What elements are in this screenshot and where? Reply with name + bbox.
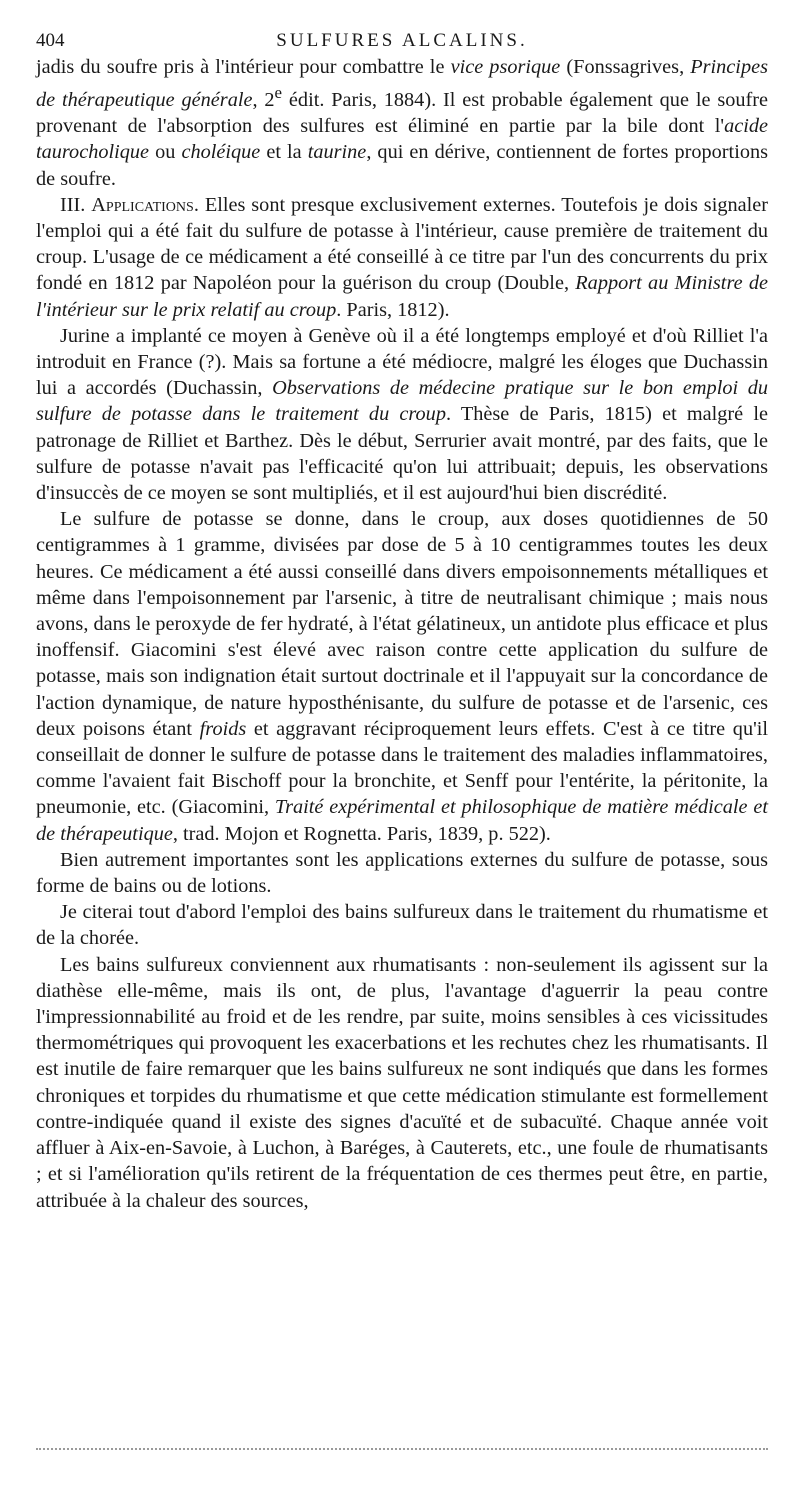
text: . Thèse de Paris, 1815) et malgré le patronage de Rilliet et Barthez. Dès le début, Serrurier avait montré, par des faits, que le sulfure de potasse n'avait pas l'efficacité qu'on lui attribuait; depuis, les observations d'insuccès de ce moyen se sont multipliés, et il est aujourd'hui bien discrédité. [36, 403, 768, 505]
text: , 2 [252, 88, 275, 111]
paragraph-3 [36, 323, 768, 506]
paragraph-5: Bien autrement importantes sont les applications externes du sulfure de potasse, sous forme de bains ou de lotions. [36, 848, 768, 898]
italic-term: froids [199, 717, 247, 740]
text: Elles sont presque exclusivement externes. Toutefois je dois signaler l'emploi qui a été fait du sulfure de potasse à l'intérieur, cause première de traitement du croup. L'usage de ce médicament a été conseillé à ce titre par l'un des concurrents du prix fondé en 1812 par Napoléon pour la guérison du croup (Double, [36, 193, 769, 295]
text: jadis du soufre pris à l'intérieur pour combattre le [36, 56, 451, 78]
text: édit. Paris, 1884). Il est probable également que le soufre provenant de l'absorption des sulfures est éliminé en partie par la bile dont l' [36, 88, 768, 138]
paragraph-4 [36, 506, 768, 847]
italic-term: vice psorique [450, 56, 561, 78]
text: et la [260, 141, 308, 164]
running-head [36, 22, 768, 54]
paragraph-2 [36, 192, 768, 323]
text: ou [149, 141, 182, 164]
text: , trad. Mojon et Rognetta. Paris, 1839, p. 522). [172, 822, 551, 845]
paragraph-1 [36, 54, 768, 192]
superscript: e [274, 83, 283, 103]
text: et aggravant réciproquement leurs effets. C'est à ce titre qu'il conseillait de donner le sulfure de potasse dans le traitement des maladies inflammatoires, comme l'avaient fait Bischoff pour la bronchite, et Senff pour l'entérite, la péritonite, la pneumonie, etc. (Giacomini, [36, 717, 769, 819]
section-heading: Applications. [91, 193, 199, 216]
text: Le sulfure de potasse se donne, dans le croup, aux doses quotidiennes de 50 centigrammes à 1 gramme, divisées par dose de 5 à 10 centigrammes toutes les deux heures. Ce médicament a été aussi conseillé dans divers empoisonnements métalliques et même dans l'empoisonnement par l'arsenic, à titre de neutralisant chimique ; mais nous avons, dans le peroxyde de fer hydraté, à l'état gélatineux, un antidote plus efficace et plus inoffensif. Giacomini s'est élevé avec raison contre cette application du sulfure de potasse, mais son indignation était surtout doctrinale et il l'appuyait sur la concordance de l'action dynamique, de nature hyposthénisante, du sulfure de potasse et de l'arsenic, ces deux poisons étant [36, 508, 769, 740]
running-title: SULFURES ALCALINS. [276, 30, 528, 51]
text: , qui en dérive, contiennent de fortes proportions de soufre. [36, 141, 769, 190]
cited-title: Traité expérimental et philosophique de matière médicale et de thérapeutique [36, 796, 768, 845]
cited-title: Principes de thérapeutique générale [36, 56, 768, 111]
page-number: 404 [36, 30, 65, 51]
cited-title: Observations de médecine pratique sur le bon emploi du sulfure de potasse dans le traitement du croup [36, 377, 768, 426]
italic-term: taurine [307, 141, 367, 164]
page [36, 22, 768, 1214]
footer-rule [36, 1448, 768, 1450]
cited-title: Rapport au Ministre de l'intérieur sur le prix relatif au croup [36, 272, 768, 321]
body-text [36, 54, 768, 1214]
text: Jurine a implanté ce moyen à Genève où il a été longtemps employé et d'où Rilliet l'a introduit en France (?). Mais sa fortune a été médiocre, malgré les éloges que Duchassin lui a accordés (Duchassin, [36, 324, 768, 400]
text: . Paris, 1812). [336, 298, 450, 321]
italic-term: acide taurocholique [36, 115, 768, 164]
text: (Fonssagrives, [560, 56, 691, 78]
paragraph-7: Les bains sulfureux conviennent aux rhumatisants : non-seulement ils agissent sur la diathèse elle-même, mais ils ont, de plus, l'avantage d'aguerrir la peau contre l'impressionnabilité au froid et de les rendre, par suite, moins sensibles à ces vicissitudes thermométriques qui provoquent les exacerbations et les rechutes chez les rhumatisants. Il est inutile de faire remarquer que les bains sulfureux ne sont indiqués que dans les formes chroniques et torpides du rhumatisme et que cette médication stimulante est formellement contre-indiquée quand il existe des signes d'acuïté et de subacuïté. Chaque année voit affluer à Aix-en-Savoie, à Luchon, à Baréges, à Cauterets, etc., une foule de rhumatisants ; et si l'amélioration qu'ils retirent de la fréquentation de ces thermes peut être, en partie, attribuée à la chaleur des sources, [36, 953, 768, 1212]
italic-term: choléique [181, 141, 261, 164]
section-number: III. [60, 193, 92, 216]
paragraph-6: Je citerai tout d'abord l'emploi des bains sulfureux dans le traitement du rhumatisme et de la chorée. [36, 901, 768, 950]
